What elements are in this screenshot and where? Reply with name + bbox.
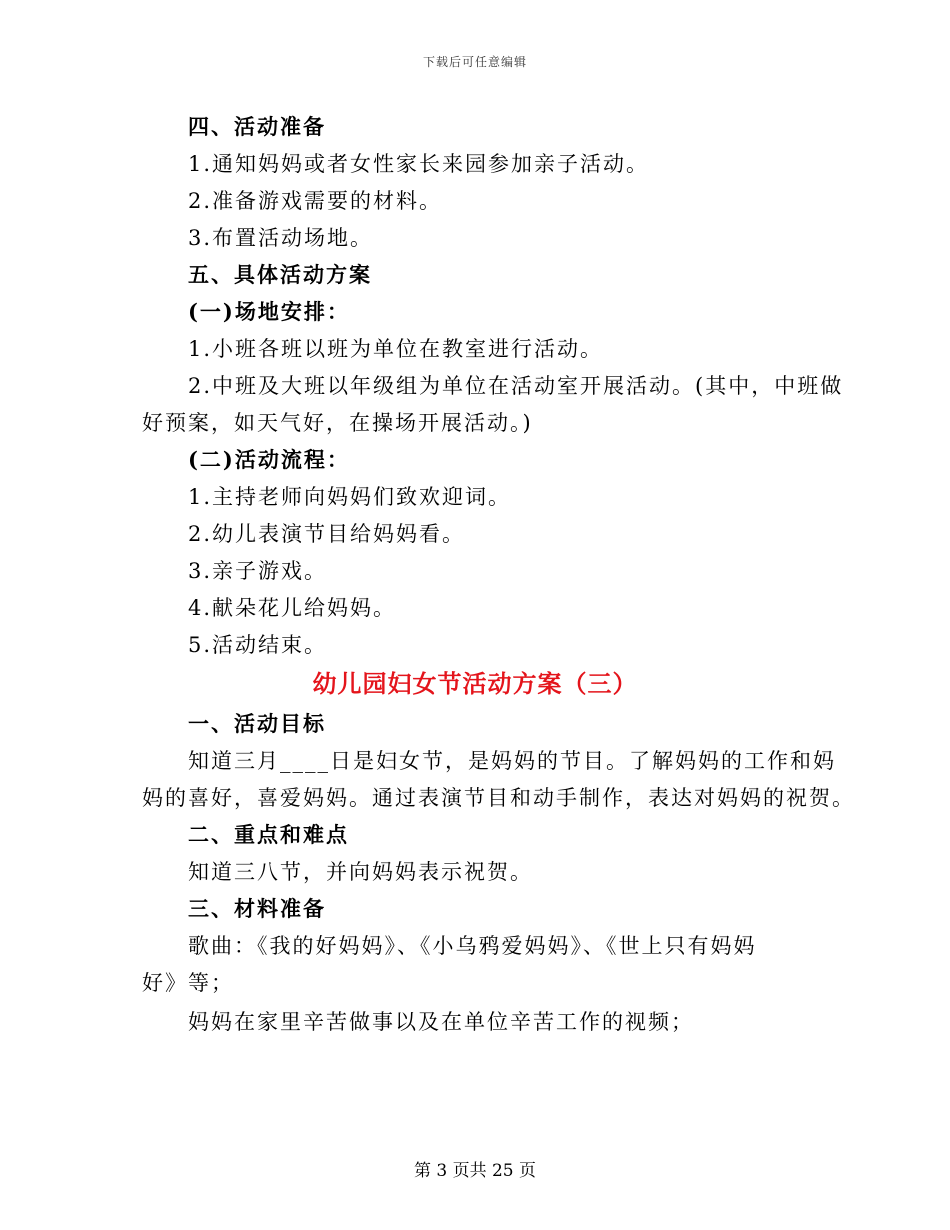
section-heading-key-points: 二、重点和难点 — [188, 822, 349, 847]
document-title: 幼儿园妇女节活动方案（三） — [312, 669, 638, 698]
subsection-heading-process: (二)活动流程： — [188, 447, 350, 472]
paragraph: 4.献朵花儿给妈妈。 — [188, 596, 397, 620]
page-header: 下载后可任意编辑 — [422, 55, 527, 69]
paragraph: 妈妈在家里辛苦做事以及在单位辛苦工作的视频； — [188, 1010, 694, 1034]
paragraph: 歌曲：《我的好妈妈》、《小乌鸦爱妈妈》、《世上只有妈妈 — [188, 934, 757, 958]
paragraph: 2.准备游戏需要的材料。 — [188, 189, 443, 213]
section-heading-goals: 一、活动目标 — [188, 711, 326, 736]
paragraph: 知道三八节，并向妈妈表示祝贺。 — [188, 860, 533, 884]
paragraph: 2.幼儿表演节目给妈妈看。 — [188, 522, 466, 546]
paragraph: 1.主持老师向妈妈们致欢迎词。 — [188, 485, 512, 509]
paragraph: 1.小班各班以班为单位在教室进行活动。 — [188, 337, 604, 361]
section-heading-preparation: 四、活动准备 — [188, 114, 326, 139]
section-heading-materials: 三、材料准备 — [188, 896, 326, 921]
paragraph-continuation: 妈的喜好，喜爱妈妈。通过表演节目和动手制作，表达对妈妈的祝贺。 — [142, 786, 855, 810]
paragraph: 3.亲子游戏。 — [188, 559, 328, 583]
paragraph-continuation: 好》等； — [142, 971, 234, 995]
paragraph: 5.活动结束。 — [188, 633, 328, 657]
paragraph: 知道三月____日是妇女节，是妈妈的节目。了解妈妈的工作和妈 — [188, 749, 836, 773]
paragraph: 2.中班及大班以年级组为单位在活动室开展活动。(其中，中班做 — [188, 374, 844, 398]
paragraph: 3.布置活动场地。 — [188, 226, 374, 250]
paragraph: 1.通知妈妈或者女性家长来园参加亲子活动。 — [188, 152, 650, 176]
paragraph-continuation: 好预案，如天气好，在操场开展活动。) — [142, 411, 533, 435]
subsection-heading-venue: (一)场地安排： — [188, 299, 350, 324]
page-footer: 第 3 页共 25 页 — [413, 1161, 537, 1181]
section-heading-plan: 五、具体活动方案 — [188, 262, 372, 287]
